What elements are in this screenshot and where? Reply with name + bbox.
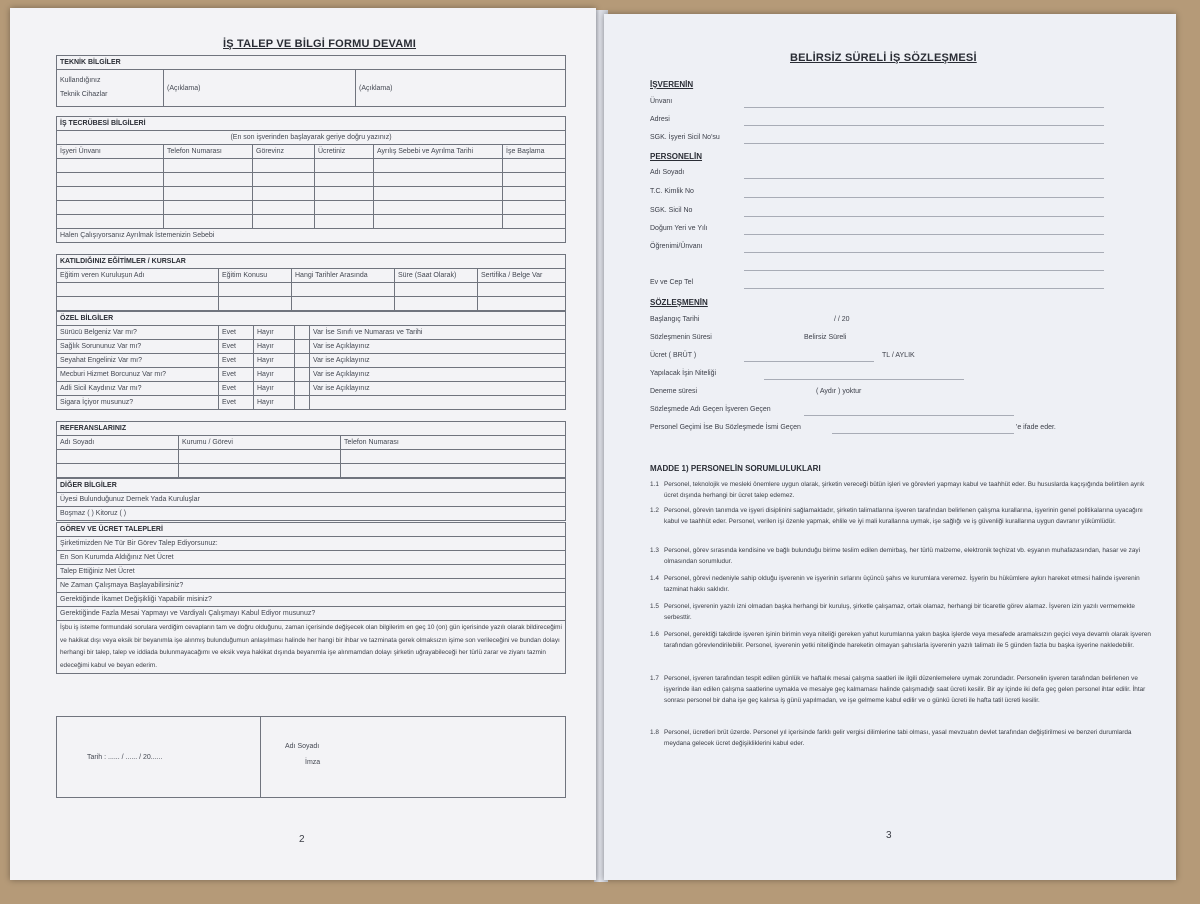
special-detail: Var ise Açıklayınız <box>310 340 566 354</box>
checkbox[interactable] <box>295 354 310 368</box>
training-col: Eğitim veren Kuruluşun Adı <box>57 269 219 283</box>
article-item-text: Personel, teknolojik ve mesleki önemlere uygun olarak, şirketin vereceği bütün işleri ve görevleri yapmayı kabul ve taahhüt eder. Bu hususlarda kaçışığında belirtilen ayrık ücret dışında herhangi bir ücret talep edemez. <box>664 481 1145 499</box>
special-question: Sağlık Sorununuz Var mı? <box>57 340 219 354</box>
yes-option[interactable]: Evet <box>219 396 254 410</box>
special-question: Sürücü Belgeniz Var mı? <box>57 326 219 340</box>
employer-name-line[interactable] <box>804 415 1014 416</box>
job-request-row[interactable]: Talep Ettiğiniz Net Ücret <box>57 565 566 579</box>
technical-info-table <box>56 55 566 107</box>
right-page-number: 3 <box>886 830 892 841</box>
employment-col: İşe Başlama <box>503 145 566 159</box>
training-col: Hangi Tarihler Arasında <box>292 269 395 283</box>
employer-field-label: SGK. İşyeri Sicil No'su <box>650 134 720 141</box>
signature-sign-label: İmza <box>305 759 321 766</box>
special-question: Adli Sicil Kaydınız Var mı? <box>57 382 219 396</box>
article-item-number: 1.6 <box>650 631 659 638</box>
job-requests-heading: GÖREV VE ÜCRET TALEPLERİ <box>57 523 566 537</box>
personnel-field-line[interactable] <box>744 252 1104 253</box>
article-item <box>650 630 1156 652</box>
yes-option[interactable]: Evet <box>219 368 254 382</box>
employment-col: Telefon Numarası <box>164 145 253 159</box>
contract-field-label: Sözleşmenin Süresi <box>650 334 712 341</box>
article-item-text: Personel, ücretleri brüt üzerde. Personel yıl içerisinde farklı gelir vergisi dilimlerine tabi olması, yasal mevzuatın devlet tarafından değiştirilmesi ve benzeri durumlarda meydana gelecek ücret değişikliklerini kabul eder. <box>664 729 1132 747</box>
technical-heading: TEKNİK BİLGİLER <box>57 56 566 70</box>
personnel-field-label: T.C. Kimlik No <box>650 188 694 195</box>
job-request-row[interactable]: Gerektiğinde İkamet Değişikliği Yapabilir misiniz? <box>57 593 566 607</box>
employment-subtitle: (En son işverinden başlayarak geriye doğru yazınız) <box>57 131 566 145</box>
contract-field-label: Personel Geçimi İse Bu Sözleşmede İsmi Geçen <box>650 424 801 431</box>
table-row[interactable] <box>57 396 566 410</box>
article-item <box>650 602 1156 624</box>
article-heading: MADDE 1) PERSONELİN SORUMLULUKLARI <box>650 464 821 473</box>
article-item-number: 1.1 <box>650 481 659 488</box>
article-item-text: Personel, gerektiği takdirde işveren işinin birimin veya niteliği gereken yahut kurumlarına yakın başka işlerde veya mesafede aramaksızın geçici veya devamlı olarak işveren tarafından görevlendirilebilir. Personel, işverenin yetki niteliğinde hareketin olmayan şahıslarla işverenin yazılı talimatı ile 5 günden fazla bu başka işyerine nakledebilir. <box>664 631 1151 649</box>
article-item-number: 1.8 <box>650 729 659 736</box>
job-request-row[interactable]: Ne Zaman Çalışmaya Başlayabilirsiniz? <box>57 579 566 593</box>
personnel-field-label: Adı Soyadı <box>650 169 685 176</box>
checkbox[interactable] <box>295 340 310 354</box>
article-item <box>650 574 1156 596</box>
no-option[interactable]: Hayır <box>254 382 295 396</box>
article-item <box>650 480 1156 502</box>
table-row[interactable] <box>57 464 566 478</box>
contract-field-value: 'e ifade eder. <box>1016 424 1056 431</box>
references-col: Kurumu / Görevi <box>179 436 341 450</box>
references-heading: REFERANSLARINIZ <box>57 422 566 436</box>
right-page <box>604 14 1176 880</box>
job-requests-table <box>56 522 566 674</box>
job-nature-line[interactable] <box>764 379 964 380</box>
personnel-field-line[interactable] <box>744 197 1104 198</box>
checkbox[interactable] <box>295 326 310 340</box>
personnel-field-line[interactable] <box>744 270 1104 271</box>
checkbox[interactable] <box>295 382 310 396</box>
contract-field-value[interactable]: ( Aydır ) yoktur <box>816 388 862 395</box>
no-option[interactable]: Hayır <box>254 340 295 354</box>
employment-col: Görevinz <box>253 145 315 159</box>
left-page-number: 2 <box>299 834 305 845</box>
references-table <box>56 421 566 478</box>
personnel-field-line[interactable] <box>744 234 1104 235</box>
employer-field-line[interactable] <box>744 107 1104 108</box>
special-heading: ÖZEL BİLGİLER <box>57 312 566 326</box>
references-col: Telefon Numarası <box>341 436 566 450</box>
personnel-heading: PERSONELİN <box>650 152 703 161</box>
special-detail <box>310 396 566 410</box>
table-row[interactable] <box>57 173 566 187</box>
signature-name-label: Adı Soyadı <box>285 743 320 750</box>
article-item-number: 1.3 <box>650 547 659 554</box>
article-item <box>650 546 1156 568</box>
article-item-number: 1.2 <box>650 507 659 514</box>
article-item-text: Personel, görevi nedeniyle sahip olduğu işverenin ve işyerinin sırlarını üçüncü şahıs ve kurumlara veremez. İşyerin bu hükümlere aykırı hareket etmesi halinde işverenin tazminat hakkı saklıdır. <box>664 575 1140 593</box>
job-request-row[interactable]: En Son Kurumda Aldığınız Net Ücret <box>57 551 566 565</box>
article-item-number: 1.4 <box>650 575 659 582</box>
table-row[interactable] <box>57 354 566 368</box>
employment-table <box>56 116 566 243</box>
contract-field-label: Deneme süresi <box>650 388 698 395</box>
table-row[interactable] <box>57 159 566 173</box>
special-question: Sigara İçiyor musunuz? <box>57 396 219 410</box>
contract-field-value: TL / AYLIK <box>882 352 915 359</box>
left-page <box>10 8 596 880</box>
right-page-title: BELİRSİZ SÜRELİ İŞ SÖZLEŞMESİ <box>790 52 977 64</box>
signature-table <box>56 716 566 798</box>
contract-field-value[interactable]: / / 20 <box>834 316 850 323</box>
employer-heading: İŞVERENİN <box>650 80 694 89</box>
no-option[interactable]: Hayır <box>254 396 295 410</box>
employer-field-label: Ünvanı <box>650 98 673 105</box>
no-option[interactable]: Hayır <box>254 368 295 382</box>
job-request-row[interactable]: Şirketimizden Ne Tür Bir Görev Talep Ediyorsunuz: <box>57 537 566 551</box>
job-request-row[interactable]: Gerektiğinde Fazla Mesai Yapmayı ve Vardiyalı Çalışmayı Kabul Ediyor musunuz? <box>57 607 566 621</box>
other-heading: DİĞER BİLGİLER <box>57 479 566 493</box>
article-item-text: Personel, görevin tanımda ve işyeri disiplinini sağlamaktadır, şirketin talimatlarına işveren tarafından belirlenen çalışma kurallarına, işyerinin genel politikalarına uyacağını kabul ve taahhüt eder. Personel, verilen işi özenle yapmak, ehlile ve iyi mali kurallarına uymak, işe sağlığı ve iş güvenliği kurallarına uygun davranır yükümlüdür. <box>664 507 1143 525</box>
technical-note-1[interactable]: (Açıklama) <box>164 70 356 107</box>
article-item-number: 1.5 <box>650 603 659 610</box>
table-row[interactable] <box>57 326 566 340</box>
association-field[interactable]: Üyesi Bulunduğunuz Dernek Yada Kuruluşlar <box>57 493 566 507</box>
article-item-text: Personel, işveren tarafından tespit edilen günlük ve haftalık mesai çalışma saatleri ile ilgili düzenlemelere uymak zorundadır. Personelin işveren tarafından belirlenen ve işyerinde ilan edilen çalışma saatlerine uymakla ve mesaiye geç kalmaması halinde çalışmadığı saat ücreti kesilir. Bir ay içinde iki defa geç gelen personel ihtar edilir. İhtar sonrası personel bir daha işe geç kalırsa iş günü yapılmadan, ve işe gelmeme kabul edilir ve o günkü ücreti ile hafta tatil ücreti kesilir. <box>664 675 1146 704</box>
contract-field-label: Yapılacak İşin Niteliği <box>650 370 717 377</box>
article-item <box>650 506 1156 528</box>
personnel-field-label: Öğrenimi/Ünvanı <box>650 243 703 250</box>
hobbies-field[interactable]: Boşmaz ( ) Kitoruz ( ) <box>57 507 566 521</box>
yes-option[interactable]: Evet <box>219 326 254 340</box>
special-detail: Var ise Açıklayınız <box>310 382 566 396</box>
table-row[interactable] <box>57 187 566 201</box>
special-detail: Var ise Açıklayınız <box>310 368 566 382</box>
table-row[interactable] <box>57 283 566 297</box>
training-col: Sertifika / Belge Var <box>478 269 566 283</box>
personnel-field-label: SGK. Sicil No <box>650 207 693 214</box>
special-detail: Var İse Sınıfı ve Numarası ve Tarihi <box>310 326 566 340</box>
employment-col: Ücretiniz <box>315 145 374 159</box>
training-table <box>56 254 566 311</box>
devices-label: Teknik Cihazlar <box>60 91 108 98</box>
technical-note-2[interactable]: (Açıklama) <box>356 70 566 107</box>
yes-option[interactable]: Evet <box>219 354 254 368</box>
special-question: Seyahat Engeliniz Var mı? <box>57 354 219 368</box>
table-row[interactable] <box>57 297 566 311</box>
table-row[interactable] <box>57 382 566 396</box>
software-label: Kullandığınız <box>60 77 101 84</box>
yes-option[interactable]: Evet <box>219 382 254 396</box>
contract-heading: SÖZLEŞMENİN <box>650 298 708 307</box>
references-col: Adı Soyadı <box>57 436 179 450</box>
salary-line[interactable] <box>744 361 874 362</box>
article-item <box>650 674 1156 706</box>
special-info-table <box>56 311 566 410</box>
contract-field-label: Başlangıç Tarihi <box>650 316 700 323</box>
personnel-field-label: Ev ve Cep Tel <box>650 279 694 286</box>
signature-date[interactable]: Tarih : ...... / ...... / 20...... <box>57 717 261 798</box>
article-item <box>650 728 1156 750</box>
left-page-title: İŞ TALEP VE BİLGİ FORMU DEVAMI <box>223 38 417 50</box>
checkbox[interactable] <box>295 368 310 382</box>
training-col: Eğitim Konusu <box>219 269 292 283</box>
article-item-text: Personel, işverenin yazılı izni olmadan başka herhangi bir kuruluş, şirketle çalışamaz, ortak olamaz, herhangi bir ticaretle görev alamaz. İşveren izin yazılı vermemekte serbesttir. <box>664 603 1135 621</box>
checkbox[interactable] <box>295 396 310 410</box>
special-question: Mecburi Hizmet Borcunuz Var mı? <box>57 368 219 382</box>
personnel-name-line[interactable] <box>832 433 1014 434</box>
training-heading: KATILDIĞINIZ EĞİTİMLER / KURSLAR <box>57 255 566 269</box>
contract-field-value[interactable]: Belirsiz Süreli <box>804 334 847 341</box>
personnel-field-label: Doğum Yeri ve Yılı <box>650 225 708 232</box>
contract-field-label: Ücret ( BRÜT ) <box>650 352 697 359</box>
employer-field-line[interactable] <box>744 125 1104 126</box>
special-detail: Var ise Açıklayınız <box>310 354 566 368</box>
article-item-number: 1.7 <box>650 675 659 682</box>
contract-field-label: Sözleşmede Adı Geçen İşveren Geçen <box>650 406 771 413</box>
personnel-field-line[interactable] <box>744 216 1104 217</box>
employment-col: Ayrılış Sebebi ve Ayrılma Tarihi <box>374 145 503 159</box>
table-row[interactable] <box>57 368 566 382</box>
yes-option[interactable]: Evet <box>219 340 254 354</box>
table-row[interactable] <box>57 450 566 464</box>
article-item-text: Personel, görev sırasında kendisine ve bağlı bulunduğu birime teslim edilen demirbaş, her türlü malzeme, elektronik teçhizat vb. eşyanın muhafazasından, hasar ve zayi olmasından sorumludur. <box>664 547 1140 565</box>
personnel-field-line[interactable] <box>744 288 1104 289</box>
other-info-table <box>56 478 566 521</box>
table-row[interactable] <box>57 340 566 354</box>
no-option[interactable]: Hayır <box>254 326 295 340</box>
no-option[interactable]: Hayır <box>254 354 295 368</box>
training-col: Süre (Saat Olarak) <box>395 269 478 283</box>
table-row[interactable] <box>57 215 566 229</box>
declaration-text: İşbu iş isteme formundaki sorulara verdiğim cevapların tam ve doğru olduğunu, zaman içerisinde değişecek olan bilgilerim en geç 10 (on) gün içerisinde yazılı olarak bildireceğimi ve hakikat dışı veya eksik bir beyanımla işe alınmış bulunduğumun anlaşılması halinde her hangi bir ihbar ve tazminata gerek olmaksızın işime son verileceğini ve bundan dolayı herhangi bir talep, talep ve iddiada bulunmayacağımı ve eksik veya hakikat dışında beyanımla işe alınmamdan dolayı şirketin uğrayabileceği her türlü zarar ve ziyanı tazmin edeceğimi kabul ve beyan ederim. <box>57 621 566 674</box>
employment-col: İşyeri Ünvanı <box>57 145 164 159</box>
personnel-field-line[interactable] <box>744 178 1104 179</box>
table-row[interactable] <box>57 201 566 215</box>
employer-field-line[interactable] <box>744 143 1104 144</box>
employment-footer: Halen Çalışıyorsanız Ayrılmak İstemenizin Sebebi <box>57 229 566 243</box>
employer-field-label: Adresi <box>650 116 670 123</box>
employment-heading: İŞ TECRÜBESİ BİLGİLERİ <box>57 117 566 131</box>
